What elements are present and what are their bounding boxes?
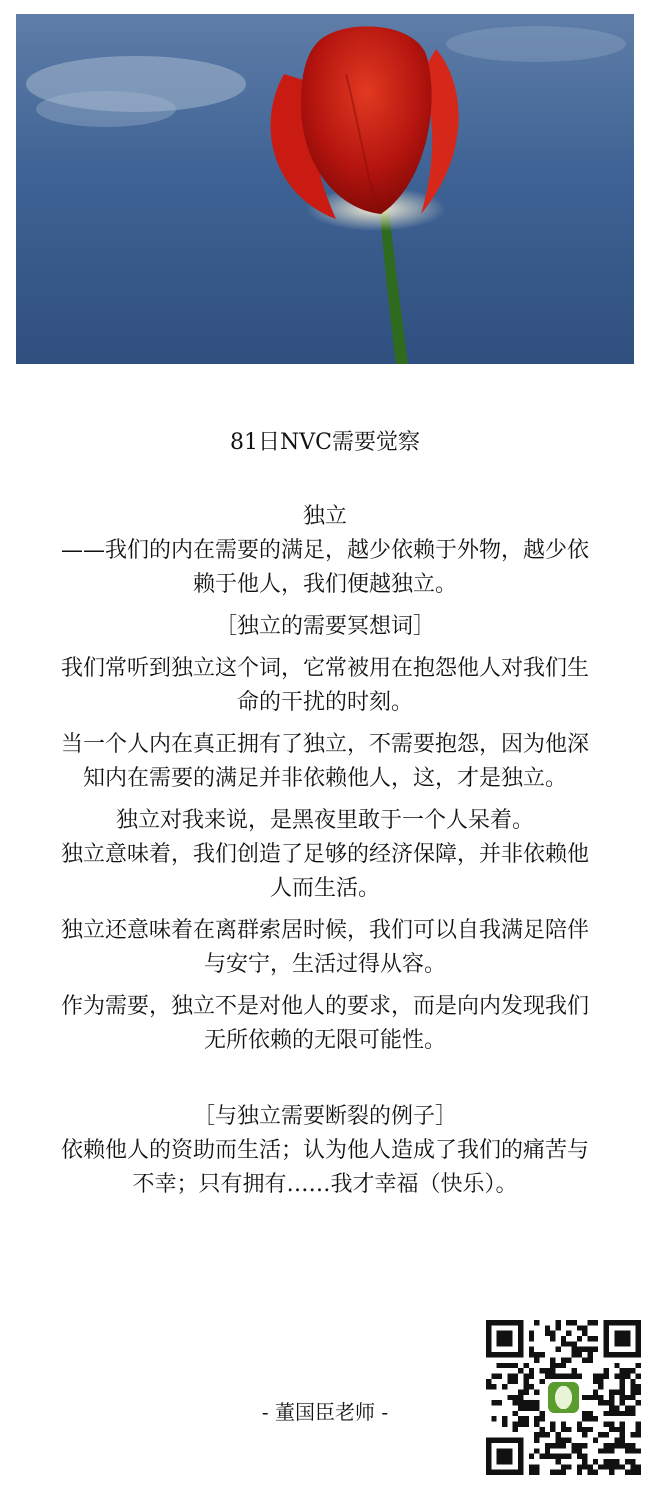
qr-code[interactable] [486, 1320, 641, 1475]
paragraph-text: 独立对我来说，是黑夜里敢于一个人呆着。 [115, 808, 534, 833]
signature: - 董国臣老师 - [261, 1400, 389, 1424]
paragraph-text: 我们常听到独立这个词，它常被用在抱怨他人对我们生命的干扰的时刻。 [60, 656, 589, 715]
paragraph-text: 独立还意味着在离群索居时候，我们可以自我满足陪伴与安宁，生活过得从容。 [60, 918, 589, 977]
spacer [60, 1066, 590, 1100]
article-body [60, 500, 590, 1210]
paragraph-text: 依赖他人的资助而生活；认为他人造成了我们的痛苦与不幸；只有拥有……我才幸福（快乐）。 [60, 1138, 589, 1197]
paragraph-section-heading: ［与独立需要断裂的例子］ [192, 1104, 457, 1129]
paragraph-heading: 独立 [302, 504, 347, 529]
paragraph-text: 作为需要，独立不是对他人的要求，而是向内发现我们无所依赖的无限可能性。 [60, 994, 589, 1053]
paragraph-definition: ——我们的内在需要的满足，越少依赖于外物，越少依赖于他人，我们便越独立。 [60, 538, 589, 597]
tulip-photo [16, 14, 634, 364]
paragraph-text: 当一个人内在真正拥有了独立，不需要抱怨，因为他深知内在需要的满足并非依赖他人，这，才是独立。 [60, 732, 589, 791]
hero-image [16, 14, 634, 364]
qr-code-icon [486, 1320, 641, 1475]
paragraph-text: 独立意味着，我们创造了足够的经济保障，并非依赖他人而生活。 [60, 842, 589, 901]
article-title: 81日NVC需要觉察 [230, 430, 420, 455]
paragraph-section-heading: ［独立的需要冥想词］ [214, 614, 435, 639]
